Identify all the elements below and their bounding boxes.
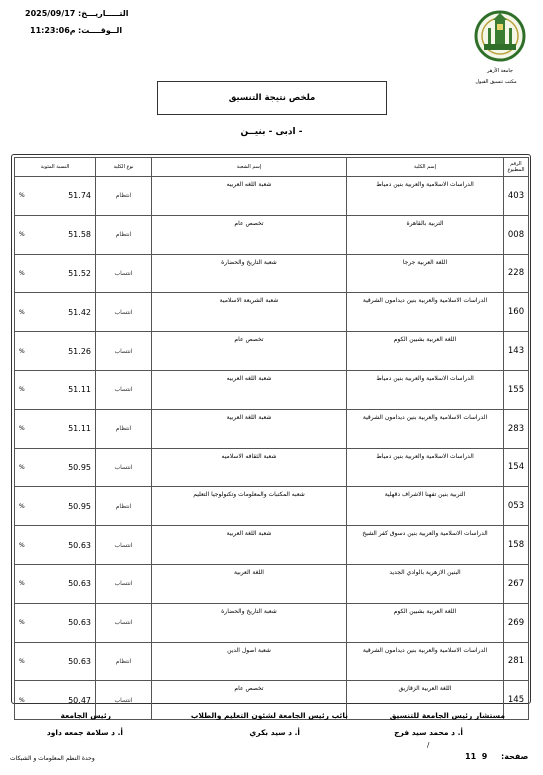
table-header-row xyxy=(15,158,529,177)
footer-unit: وحدة النظم المعلومات و الشبكات xyxy=(10,755,95,762)
office-name: مكتب تنسيق القبول xyxy=(475,79,517,85)
percent-sign: % xyxy=(19,619,25,627)
cell-percent xyxy=(15,409,96,448)
table-row xyxy=(15,293,529,332)
percent-value: 50.63 xyxy=(68,656,91,666)
percent-wrapper xyxy=(19,657,91,666)
cell-division: تخصص عام xyxy=(152,215,347,254)
cell-code: 008 xyxy=(504,215,529,254)
col-header-code: الرقم المطبوع xyxy=(504,158,529,177)
col-header-percent: النسبة المئوية xyxy=(15,158,96,177)
signature-name-coordinator: أ. د محمد سيد فرج xyxy=(394,728,463,737)
cell-type: انتساب xyxy=(96,681,152,720)
percent-wrapper xyxy=(19,385,91,394)
time-label: الــوقــــت: xyxy=(78,26,123,35)
cell-type: انتساب xyxy=(96,564,152,603)
cell-college: الدراسات الاسلامية والعربية بنين دمياط xyxy=(347,448,504,487)
table-row xyxy=(15,487,529,526)
page-label: صفحة: xyxy=(501,752,529,761)
time-value: 11:23:06م xyxy=(30,26,76,35)
cell-type: انتساب xyxy=(96,332,152,371)
cell-college: الدراسات الاسلامية والعربية بنين ديدامون الشرقية xyxy=(347,642,504,681)
table-row xyxy=(15,448,529,487)
cell-code: 267 xyxy=(504,564,529,603)
signature-name-vice-president: أ. د سيد بكري xyxy=(249,728,300,737)
percent-sign: % xyxy=(19,463,25,471)
signature-title-coordinator: مستشار رئيس الجامعة للتنسيق xyxy=(389,711,505,720)
percent-value: 50.63 xyxy=(68,579,91,589)
percent-value: 51.42 xyxy=(68,307,91,317)
percent-wrapper xyxy=(19,618,91,627)
cell-type: انتساب xyxy=(96,448,152,487)
percent-value: 50.95 xyxy=(68,462,91,472)
cell-college: اللغة العربية جرجا xyxy=(347,254,504,293)
table-row xyxy=(15,177,529,216)
cell-percent xyxy=(15,254,96,293)
percent-sign: % xyxy=(19,580,25,588)
cell-percent xyxy=(15,293,96,332)
cell-type: انتساب xyxy=(96,254,152,293)
cell-percent xyxy=(15,642,96,681)
cell-type: انتساب xyxy=(96,603,152,642)
cell-college: الدراسات الاسلامية والعربية بنين دمياط xyxy=(347,370,504,409)
cell-college: اللغة العربية بشبين الكوم xyxy=(347,332,504,371)
results-table-frame xyxy=(11,154,531,704)
percent-wrapper xyxy=(19,696,91,705)
cell-code: 269 xyxy=(504,603,529,642)
signature-title-president: رئيس الجامعة xyxy=(60,711,111,720)
report-subtitle: - ادبى - بنيــن xyxy=(240,127,303,137)
col-header-type: نوع الكلية xyxy=(96,158,152,177)
cell-college: التربية بالقاهرة xyxy=(347,215,504,254)
cell-code: 283 xyxy=(504,409,529,448)
cell-college: الدراسات الاسلامية والعربية بنين ديدامون الشرقية xyxy=(347,409,504,448)
percent-sign: % xyxy=(19,502,25,510)
cell-type: انتظام xyxy=(96,642,152,681)
cell-percent xyxy=(15,603,96,642)
cell-type: انتظام xyxy=(96,215,152,254)
table-row xyxy=(15,564,529,603)
percent-value: 51.26 xyxy=(68,346,91,356)
cell-percent xyxy=(15,215,96,254)
cell-division: تخصص عام xyxy=(152,332,347,371)
percent-sign: % xyxy=(19,231,25,239)
percent-value: 50.63 xyxy=(68,540,91,550)
percent-sign: % xyxy=(19,269,25,277)
table-row xyxy=(15,526,529,565)
logo-caption: جامعة الأزهر xyxy=(486,68,514,74)
date-value: 2025/09/17 xyxy=(25,9,76,18)
cell-division: شعبة اللغة العربية xyxy=(152,409,347,448)
percent-wrapper xyxy=(19,579,91,588)
percent-sign: % xyxy=(19,347,25,355)
cell-college: الدراسات الاسلامية والعربية بنين دسوق كفر الشيخ xyxy=(347,526,504,565)
cell-college: الدراسات الاسلامية والعربية بنين ديدامون الشرقية xyxy=(347,293,504,332)
percent-value: 51.11 xyxy=(68,385,91,395)
cell-division: اللغة العربية xyxy=(152,564,347,603)
percent-wrapper xyxy=(19,230,91,239)
signature-title-vice-president: نائب رئيس الجامعة لشئون التعليم والطلاب xyxy=(190,711,348,720)
cell-percent xyxy=(15,487,96,526)
table-row xyxy=(15,215,529,254)
percent-value: 50.63 xyxy=(68,618,91,628)
cell-college: الدراسات الاسلامية والعربية بنين دمياط xyxy=(347,177,504,216)
percent-wrapper xyxy=(19,502,91,511)
percent-value: 51.11 xyxy=(68,424,91,434)
percent-wrapper xyxy=(19,191,91,200)
cell-code: 160 xyxy=(504,293,529,332)
cell-code: 403 xyxy=(504,177,529,216)
page-current: 9 xyxy=(481,752,488,761)
cell-division: شعبة الشريعة الاسلامية xyxy=(152,293,347,332)
cell-percent xyxy=(15,370,96,409)
cell-division: شعبة التاريخ والحضارة xyxy=(152,603,347,642)
table-row xyxy=(15,332,529,371)
table-row xyxy=(15,370,529,409)
cell-type: انتظام xyxy=(96,177,152,216)
cell-college: اللغة العربية الزقازيق xyxy=(347,681,504,720)
percent-wrapper xyxy=(19,463,91,472)
cell-code: 143 xyxy=(504,332,529,371)
percent-sign: % xyxy=(19,657,25,665)
col-header-college: إسم الكلية xyxy=(347,158,504,177)
table-row xyxy=(15,409,529,448)
cell-type: انتساب xyxy=(96,293,152,332)
page-total: 11 xyxy=(465,752,477,761)
percent-value: 50.95 xyxy=(68,501,91,511)
percent-value: 51.52 xyxy=(68,268,91,278)
table-row xyxy=(15,254,529,293)
cell-code: 154 xyxy=(504,448,529,487)
percent-value: 51.74 xyxy=(68,191,91,201)
cell-type: انتظام xyxy=(96,487,152,526)
cell-division: شعبة التاريخ والحضارة xyxy=(152,254,347,293)
cell-college: البنين الازهرية بالوادي الجديد xyxy=(347,564,504,603)
percent-sign: % xyxy=(19,425,25,433)
table-row xyxy=(15,603,529,642)
percent-sign: % xyxy=(19,541,25,549)
percent-wrapper xyxy=(19,347,91,356)
cell-code: 155 xyxy=(504,370,529,409)
percent-sign: % xyxy=(19,308,25,316)
signature-mark: / xyxy=(427,741,430,749)
percent-wrapper xyxy=(19,541,91,550)
cell-division: شعبة اللغه العربيه xyxy=(152,370,347,409)
percent-sign: % xyxy=(19,192,25,200)
results-table xyxy=(14,157,529,720)
report-title: ملخص نتيجة التنسيق xyxy=(157,81,387,115)
cell-code: 158 xyxy=(504,526,529,565)
cell-code: 228 xyxy=(504,254,529,293)
cell-college: التربية بنين تفهنا الاشراف دقهلية xyxy=(347,487,504,526)
percent-wrapper xyxy=(19,308,91,317)
percent-sign: % xyxy=(19,696,25,704)
cell-college: اللغة العربية بشبين الكوم xyxy=(347,603,504,642)
percent-sign: % xyxy=(19,386,25,394)
cell-division: شعبه المكتبات والمعلومات وتكنولوجيا التعليم xyxy=(152,487,347,526)
cell-code: 281 xyxy=(504,642,529,681)
col-header-division: إسم الشعبة xyxy=(152,158,347,177)
cell-division: شعبة اللغة العربية xyxy=(152,526,347,565)
cell-division: شعبة اللغه العربيه xyxy=(152,177,347,216)
percent-value: 51.58 xyxy=(68,230,91,240)
percent-value: 50.47 xyxy=(68,695,91,705)
page-indicator xyxy=(465,752,487,761)
cell-division: شعبة الثقافه الاسلاميه xyxy=(152,448,347,487)
signature-name-president: أ. د سلامة جمعه داود xyxy=(46,728,123,737)
cell-percent xyxy=(15,564,96,603)
cell-percent xyxy=(15,332,96,371)
cell-division: شعبة اصول الدين xyxy=(152,642,347,681)
cell-code: 053 xyxy=(504,487,529,526)
cell-percent xyxy=(15,448,96,487)
cell-percent xyxy=(15,526,96,565)
cell-type: انتظام xyxy=(96,409,152,448)
table-body xyxy=(15,177,529,720)
al-azhar-logo xyxy=(472,10,528,62)
cell-type: انتساب xyxy=(96,370,152,409)
cell-code: 145 xyxy=(504,681,529,720)
cell-division: تخصص عام xyxy=(152,681,347,720)
date-label: التـــــاريـــخ: xyxy=(78,9,129,18)
cell-type: انتساب xyxy=(96,526,152,565)
percent-wrapper xyxy=(19,269,91,278)
percent-wrapper xyxy=(19,424,91,433)
cell-percent xyxy=(15,177,96,216)
table-row xyxy=(15,642,529,681)
